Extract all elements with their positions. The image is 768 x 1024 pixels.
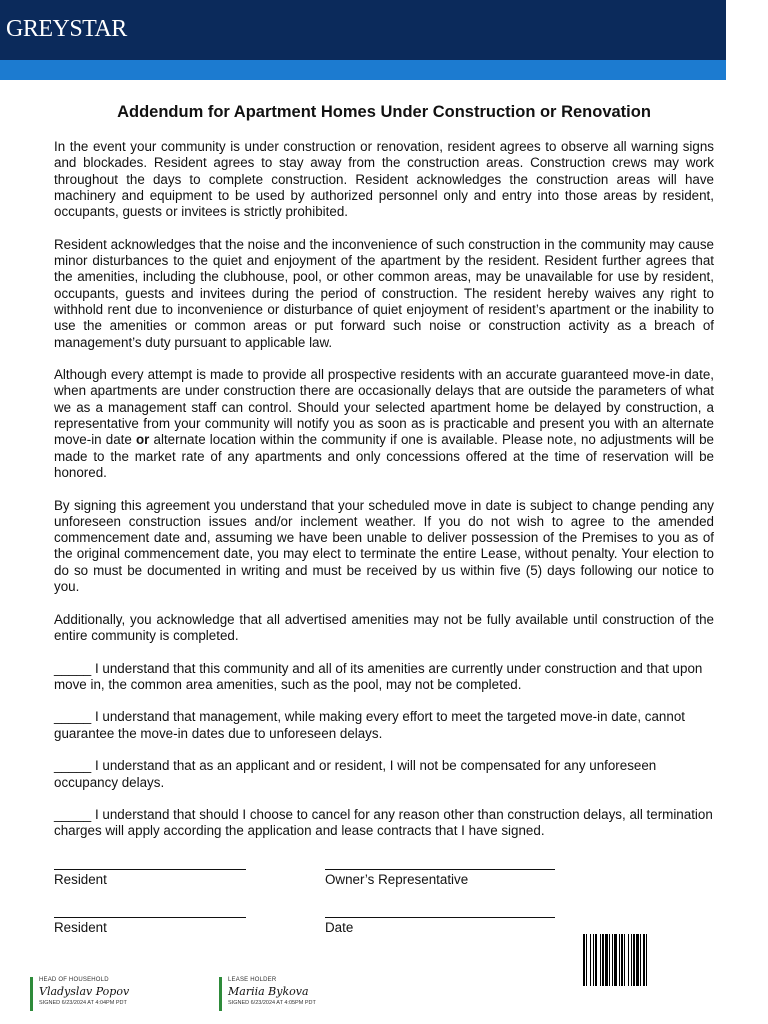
esignature-role: LEASE HOLDER	[228, 977, 277, 983]
owner-representative-label: Owner’s Representative	[325, 872, 469, 887]
esignature-timestamp: SIGNED 6/23/2024 AT 4:04PM PDT	[39, 1000, 127, 1006]
initials-blank[interactable]: _____	[54, 660, 92, 676]
acknowledgement-text: I understand that this community and all of its amenities are currently under construction and that upon move in, the common area amenities, such as the pool, may not be completed.	[54, 660, 703, 692]
owner-representative-signature-line[interactable]	[325, 869, 555, 870]
acknowledgement-text: I understand that as an applicant and or resident, I will not be compensated for any unforeseen occupancy delays.	[54, 758, 657, 790]
paragraph-bold-or: or	[135, 432, 150, 448]
paragraph-move-in-delays	[54, 367, 714, 481]
esignature-timestamp: SIGNED 6/23/2024 AT 4:05PM PDT	[228, 1000, 316, 1006]
initials-blank[interactable]: _____	[54, 709, 92, 725]
esignature-lease-holder	[219, 977, 316, 1011]
header-bar	[0, 0, 726, 60]
greystar-logo: GREYSTAR	[6, 16, 127, 42]
esignature-name: Mariia Bykova	[228, 985, 309, 998]
paragraph-move-in-delays-part2: alternate location within the community if one is available. Please note, no adjustments will be made to the market rate of any apartments and only concessions offered at the time of reservation will be honored.	[54, 432, 714, 480]
paragraph-move-in-date-change: By signing this agreement you understand that your scheduled move in date is subject to change pending any unforeseen construction issues and/or inclement weather. If you do not wish to agree to the amended commencement date and, assuming we have been unable to deliver possession of the Premises to you as of the original commencement date, you may elect to terminate the entire Lease, without penalty. Your election to do so must be documented in writing and must be received by us within five (5) days following our notice to you.	[54, 497, 714, 595]
date-line[interactable]	[325, 917, 555, 918]
document-title: Addendum for Apartment Homes Under Construction or Renovation	[117, 103, 651, 121]
acknowledgement-item	[54, 709, 714, 742]
acknowledgement-text: I understand that should I choose to cancel for any reason other than construction delays, all termination charges will apply according the application and lease contracts that I have signed.	[54, 807, 713, 839]
initials-blank[interactable]: _____	[54, 758, 92, 774]
acknowledgement-item	[54, 758, 714, 791]
initials-blank[interactable]: _____	[54, 807, 92, 823]
document-body	[54, 139, 714, 856]
paragraph-amenities-availability: Additionally, you acknowledge that all advertised amenities may not be fully available until construction of the entire community is completed.	[54, 611, 714, 643]
resident-signature-line-2[interactable]	[54, 917, 246, 918]
paragraph-noise-inconvenience: Resident acknowledges that the noise and the inconvenience of such construction in the community may cause minor disturbances to the quiet and enjoyment of the apartment by the resident. Resident further agrees that the amenities, including the clubhouse, pool, or other common areas, may be unavailable for use by resident, occupants, guests and invitees during the period of construction. The resident hereby waives any right to withhold rent due to inconvenience or disturbance of quiet enjoyment of resident’s apartment or the inability to use the amenities or common areas or put forward such noise or construction activity as a breach of management’s duty pursuant to applicable law.	[54, 236, 714, 350]
esignature-role: HEAD OF HOUSEHOLD	[39, 977, 109, 983]
resident-signature-line-1[interactable]	[54, 869, 246, 870]
date-label: Date	[325, 920, 354, 935]
header-stripe	[0, 60, 726, 80]
resident-label-1: Resident	[54, 872, 107, 887]
esignature-head-of-household	[30, 977, 129, 1011]
resident-label-2: Resident	[54, 920, 107, 935]
paragraph-warning-signs: In the event your community is under construction or renovation, resident agrees to observe all warning signs and blockades. Resident agrees to stay away from the construction areas. Construction crews may work throughout the days to complete construction. Resident acknowledges the construction areas will have machinery and equipment to be used by authorized personnel only and entry into those areas by resident, occupants, guests or invitees is strictly prohibited.	[54, 139, 714, 220]
barcode-icon	[583, 934, 711, 986]
esignature-name: Vladyslav Popov	[39, 985, 130, 998]
acknowledgement-item	[54, 661, 714, 694]
acknowledgement-text: I understand that management, while making every effort to meet the targeted move-in date, cannot guarantee the move-in dates due to unforeseen delays.	[54, 709, 685, 741]
acknowledgement-item	[54, 807, 714, 840]
paragraph-move-in-delays-part1: Although every attempt is made to provide all prospective residents with an accurate guaranteed move-in date, when apartments are under construction there are occasionally delays that are outside the parameters of what we as a management staff can control. Should your selected apartment home be delayed by construction, a representative from your community will notify you as soon as is practicable and present you with an alternate move-in date	[54, 367, 714, 448]
